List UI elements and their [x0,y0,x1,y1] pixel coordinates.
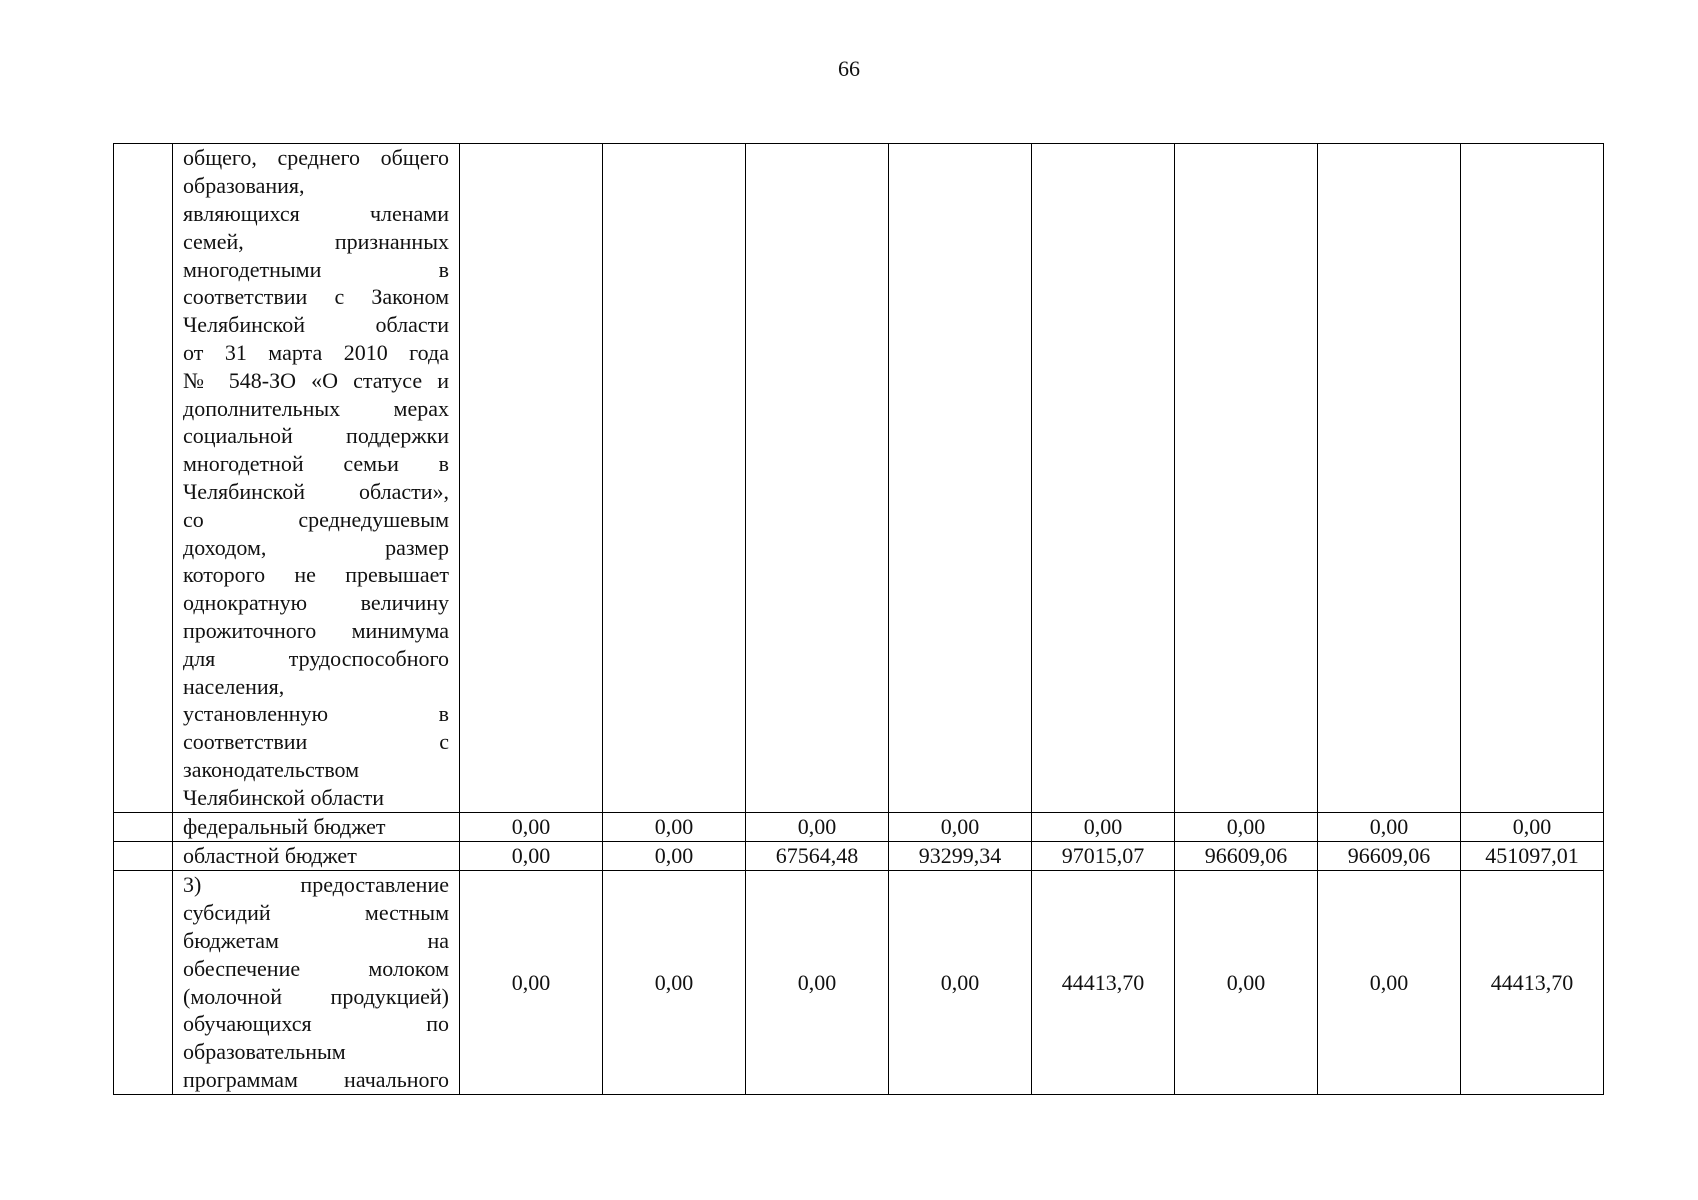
text-line: прожиточного минимума [183,617,449,643]
value-cell [460,144,603,813]
value-cell: 0,00 [603,871,746,1095]
value-cell: 97015,07 [1032,842,1175,871]
value-cell: 44413,70 [1461,871,1604,1095]
index-cell [114,813,173,842]
index-cell [114,842,173,871]
value-cell: 0,00 [889,813,1032,842]
value-cell: 0,00 [460,871,603,1095]
text-line: семей, признанных [183,228,449,254]
value-cell [1175,144,1318,813]
text-line: многодетными в [183,256,449,282]
value-cell: 93299,34 [889,842,1032,871]
text-line: № 548-ЗО «О статусе и [183,367,449,393]
value-cell: 96609,06 [1318,842,1461,871]
text-line: доходом, размер [183,534,449,560]
text-line: со среднедушевым [183,506,449,532]
text-line: обучающихся по [183,1011,449,1037]
value-cell: 0,00 [603,813,746,842]
value-cell [746,144,889,813]
text-line: образовательным [183,1039,346,1065]
value-cell: 0,00 [889,871,1032,1095]
budget-source-label: федеральный бюджет [173,813,460,842]
text-line: населения, [183,673,285,699]
value-cell: 0,00 [460,842,603,871]
value-cell: 0,00 [460,813,603,842]
value-cell: 0,00 [1461,813,1604,842]
text-line: социальной поддержки [183,423,449,449]
value-cell: 0,00 [746,813,889,842]
value-cell [1461,144,1604,813]
text-line: от 31 марта 2010 года [183,340,449,366]
value-cell: 44413,70 [1032,871,1175,1095]
value-cell [1318,144,1461,813]
value-cell: 451097,01 [1461,842,1604,871]
text-line: дополнительных мерах [183,395,449,421]
text-line: однократную величину [183,590,449,616]
value-cell: 0,00 [1175,871,1318,1095]
table-row [114,144,1604,813]
text-line: установленную в [183,701,449,727]
text-line: 3) предоставление [183,872,449,898]
index-cell [114,144,173,813]
description-cell [173,144,460,813]
text-line: многодетной семьи в [183,451,449,477]
value-cell: 0,00 [1318,813,1461,842]
value-cell [889,144,1032,813]
value-cell: 0,00 [1032,813,1175,842]
budget-source-label: областной бюджет [173,842,460,871]
description-cell [173,871,460,1095]
text-line: соответствии с Законом [183,284,449,310]
text-line: законодательством [183,756,360,782]
text-line: бюджетам на [183,927,449,953]
index-cell [114,871,173,1095]
text-line: являющихся членами [183,201,449,227]
value-cell: 0,00 [1318,871,1461,1095]
table-row [114,813,1604,842]
value-cell: 67564,48 [746,842,889,871]
text-line: для трудоспособного [183,645,449,671]
text-line: Челябинской области [183,784,385,810]
value-cell: 0,00 [603,842,746,871]
text-line: соответствии с [183,729,449,755]
value-cell [603,144,746,813]
value-cell [1032,144,1175,813]
text-line: (молочной продукцией) [183,983,449,1009]
text-line: субсидий местным [183,900,449,926]
text-line: общего, среднего общего [183,145,449,171]
text-line: Челябинской области», [183,479,449,504]
value-cell: 0,00 [1175,813,1318,842]
text-line: Челябинской области [183,312,449,338]
text-line: обеспечение молоком [183,955,449,981]
table-row [114,842,1604,871]
value-cell: 96609,06 [1175,842,1318,871]
table-row [114,871,1604,1095]
page-number: 66 [838,56,860,81]
text-line: образования, [183,173,305,199]
text-line: программам начального [183,1066,449,1092]
value-cell: 0,00 [746,871,889,1095]
budget-table [113,143,1604,1095]
text-line: которого не превышает [183,562,449,588]
